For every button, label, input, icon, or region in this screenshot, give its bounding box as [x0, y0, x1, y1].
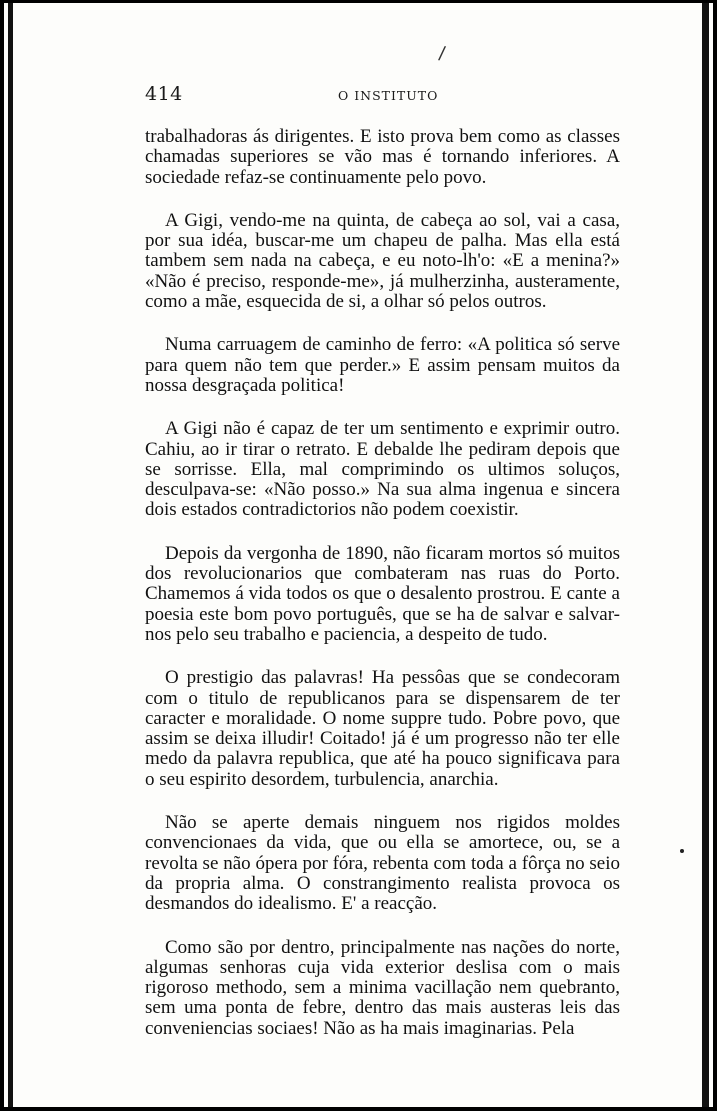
page-header: [145, 83, 620, 111]
paragraph: Numa carruagem de caminho de ferro: «A politica só serve para quem não tem que perder.» E assim pensam muitos da nossa desgraçada politica!: [145, 334, 620, 396]
paragraph: Como são por dentro, principalmente nas nações do norte, algumas senhoras cuja vida exterior deslisa com o mais rigoroso methodo, sem a minima vacillação nem quebranto, sem uma ponta de febre, dentro das mais austeras leis das conveniencias sociaes! Não as ha mais imaginarias. Pela: [145, 936, 620, 1039]
right-scan-edge: [702, 3, 709, 1107]
paragraph: O prestigio das palavras! Ha pessôas que se condecoram com o titulo de republicanos para se dispensarem de ter caracter e moralidade. O nome suppre tudo. Pobre povo, que assim se deixa illudir! Coitado! já é um progresso não ter elle medo da palavra republica, que até ha pouco significava para o seu espirito desordem, turbulencia, anarchia.: [145, 667, 620, 790]
running-title: O INSTITUTO: [338, 88, 439, 103]
page-number: 414: [145, 83, 183, 105]
paragraph: A Gigi não é capaz de ter um sentimento e exprimir outro. Cahiu, ao ir tirar o retrato. E debalde lhe pediram depois que se sorrisse. Ella, mal comprimindo os ultimos soluços, desculpava-se: «Não posso.» Na sua alma ingenua e sincera dois estados contradictorios não podem coexistir.: [145, 418, 620, 521]
body-text: [145, 127, 620, 1062]
left-scan-edge: [8, 3, 13, 1107]
paragraph: trabalhadoras ás dirigentes. E isto prova bem como as classes chamadas superiores se vão mas é tornando inferiores. A sociedade refaz-se continuamente pelo povo.: [145, 126, 620, 188]
paragraph: Depois da vergonha de 1890, não ficaram mortos só muitos dos revolucionarios que combateram nas ruas do Porto. Chamemos á vida todos os que o desalento prostrou. E cante a poesia este bom povo português, que se ha de salvar e salvar-nos pelo seu trabalho e paciencia, a despeito de tudo.: [145, 542, 620, 645]
paragraph: A Gigi, vendo-me na quinta, de cabeça ao sol, vai a casa, por sua idéa, buscar-me um chapeu de palha. Mas ella está tambem sem nada na cabeça, e eu noto-lh'o: «E a menina?» «Não é preciso, responde-me», já mulherzinha, austeramente, como a mãe, esquecida de si, a olhar só pelos outros.: [145, 209, 620, 313]
pencil-mark: /: [437, 42, 447, 65]
paragraph: Não se aperte demais ninguem nos rigidos moldes convencionaes da vida, que ou ella se amortece, ou, se a revolta se não ópera por fóra, rebenta com toda a fôrça no seio da propria alma. O constrangimento realista provoca os desmandos do idealismo. E' a reacção.: [145, 812, 620, 915]
ink-spot: [680, 849, 684, 853]
